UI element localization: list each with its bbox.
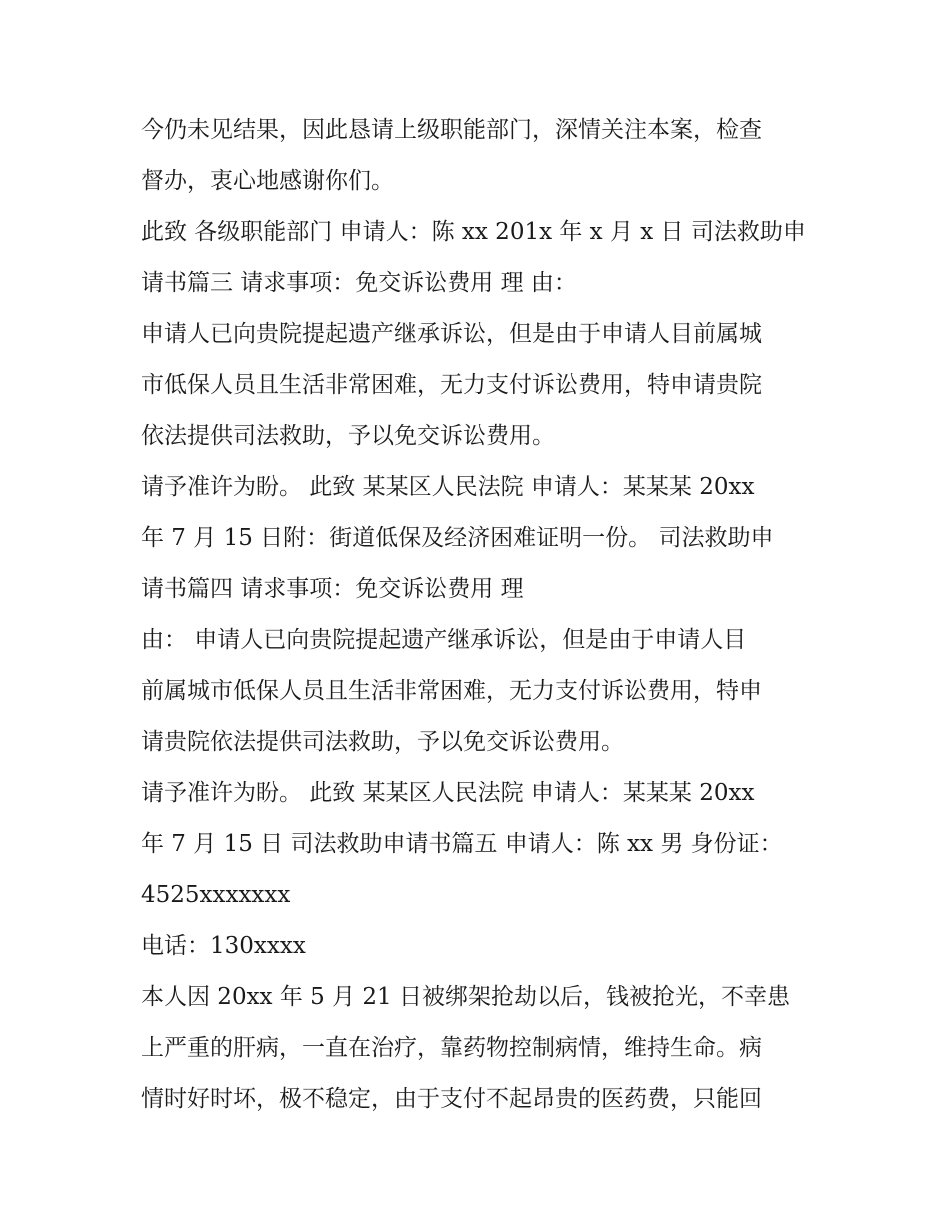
text-line: 年 7 月 15 日 司法救助申请书篇五 申请人：陈 xx 男 身份证： <box>141 831 783 857</box>
text-line: 4525xxxxxxx <box>141 882 291 908</box>
text-line: 由： 申请人已向贵院提起遗产继承诉讼，但是由于申请人目 <box>141 627 747 653</box>
text-line: 情时好时坏，极不稳定，由于支付不起昂贵的医药费，只能回 <box>141 1086 762 1112</box>
text-line: 今仍未见结果，因此恳请上级职能部门，深情关注本案，检查 <box>141 117 762 143</box>
text-line: 市低保人员且生活非常困难，无力支付诉讼费用，特申请贵院 <box>141 372 762 398</box>
text-line: 请贵院依法提供司法救助，予以免交诉讼费用。 <box>141 729 624 755</box>
text-line: 本人因 20xx 年 5 月 21 日被绑架抢劫以后，钱被抢光，不幸患 <box>141 984 790 1010</box>
text-line: 申请人已向贵院提起遗产继承诉讼，但是由于申请人目前属城 <box>141 321 762 347</box>
text-line: 请书篇四 请求事项：免交诉讼费用 理 <box>141 576 524 602</box>
text-line: 电话：130xxxx <box>141 933 306 959</box>
document-body <box>141 105 821 1125</box>
text-line: 请书篇三 请求事项：免交诉讼费用 理 由： <box>141 270 577 296</box>
text-line: 年 7 月 15 日附：街道低保及经济困难证明一份。 司法救助申 <box>141 525 774 551</box>
text-line: 上严重的肝病，一直在治疗，靠药物控制病情，维持生命。病 <box>141 1035 762 1061</box>
text-line: 此致 各级职能部门 申请人：陈 xx 201x 年 x 月 x 日 司法救助申 <box>141 219 806 245</box>
text-line: 督办，衷心地感谢你们。 <box>141 168 394 194</box>
text-line: 请予准许为盼。 此致 某某区人民法院 申请人：某某某 20xx <box>141 474 755 500</box>
text-line: 请予准许为盼。 此致 某某区人民法院 申请人：某某某 20xx <box>141 780 755 806</box>
text-line: 前属城市低保人员且生活非常困难，无力支付诉讼费用，特申 <box>141 678 762 704</box>
text-line: 依法提供司法救助，予以免交诉讼费用。 <box>141 423 555 449</box>
